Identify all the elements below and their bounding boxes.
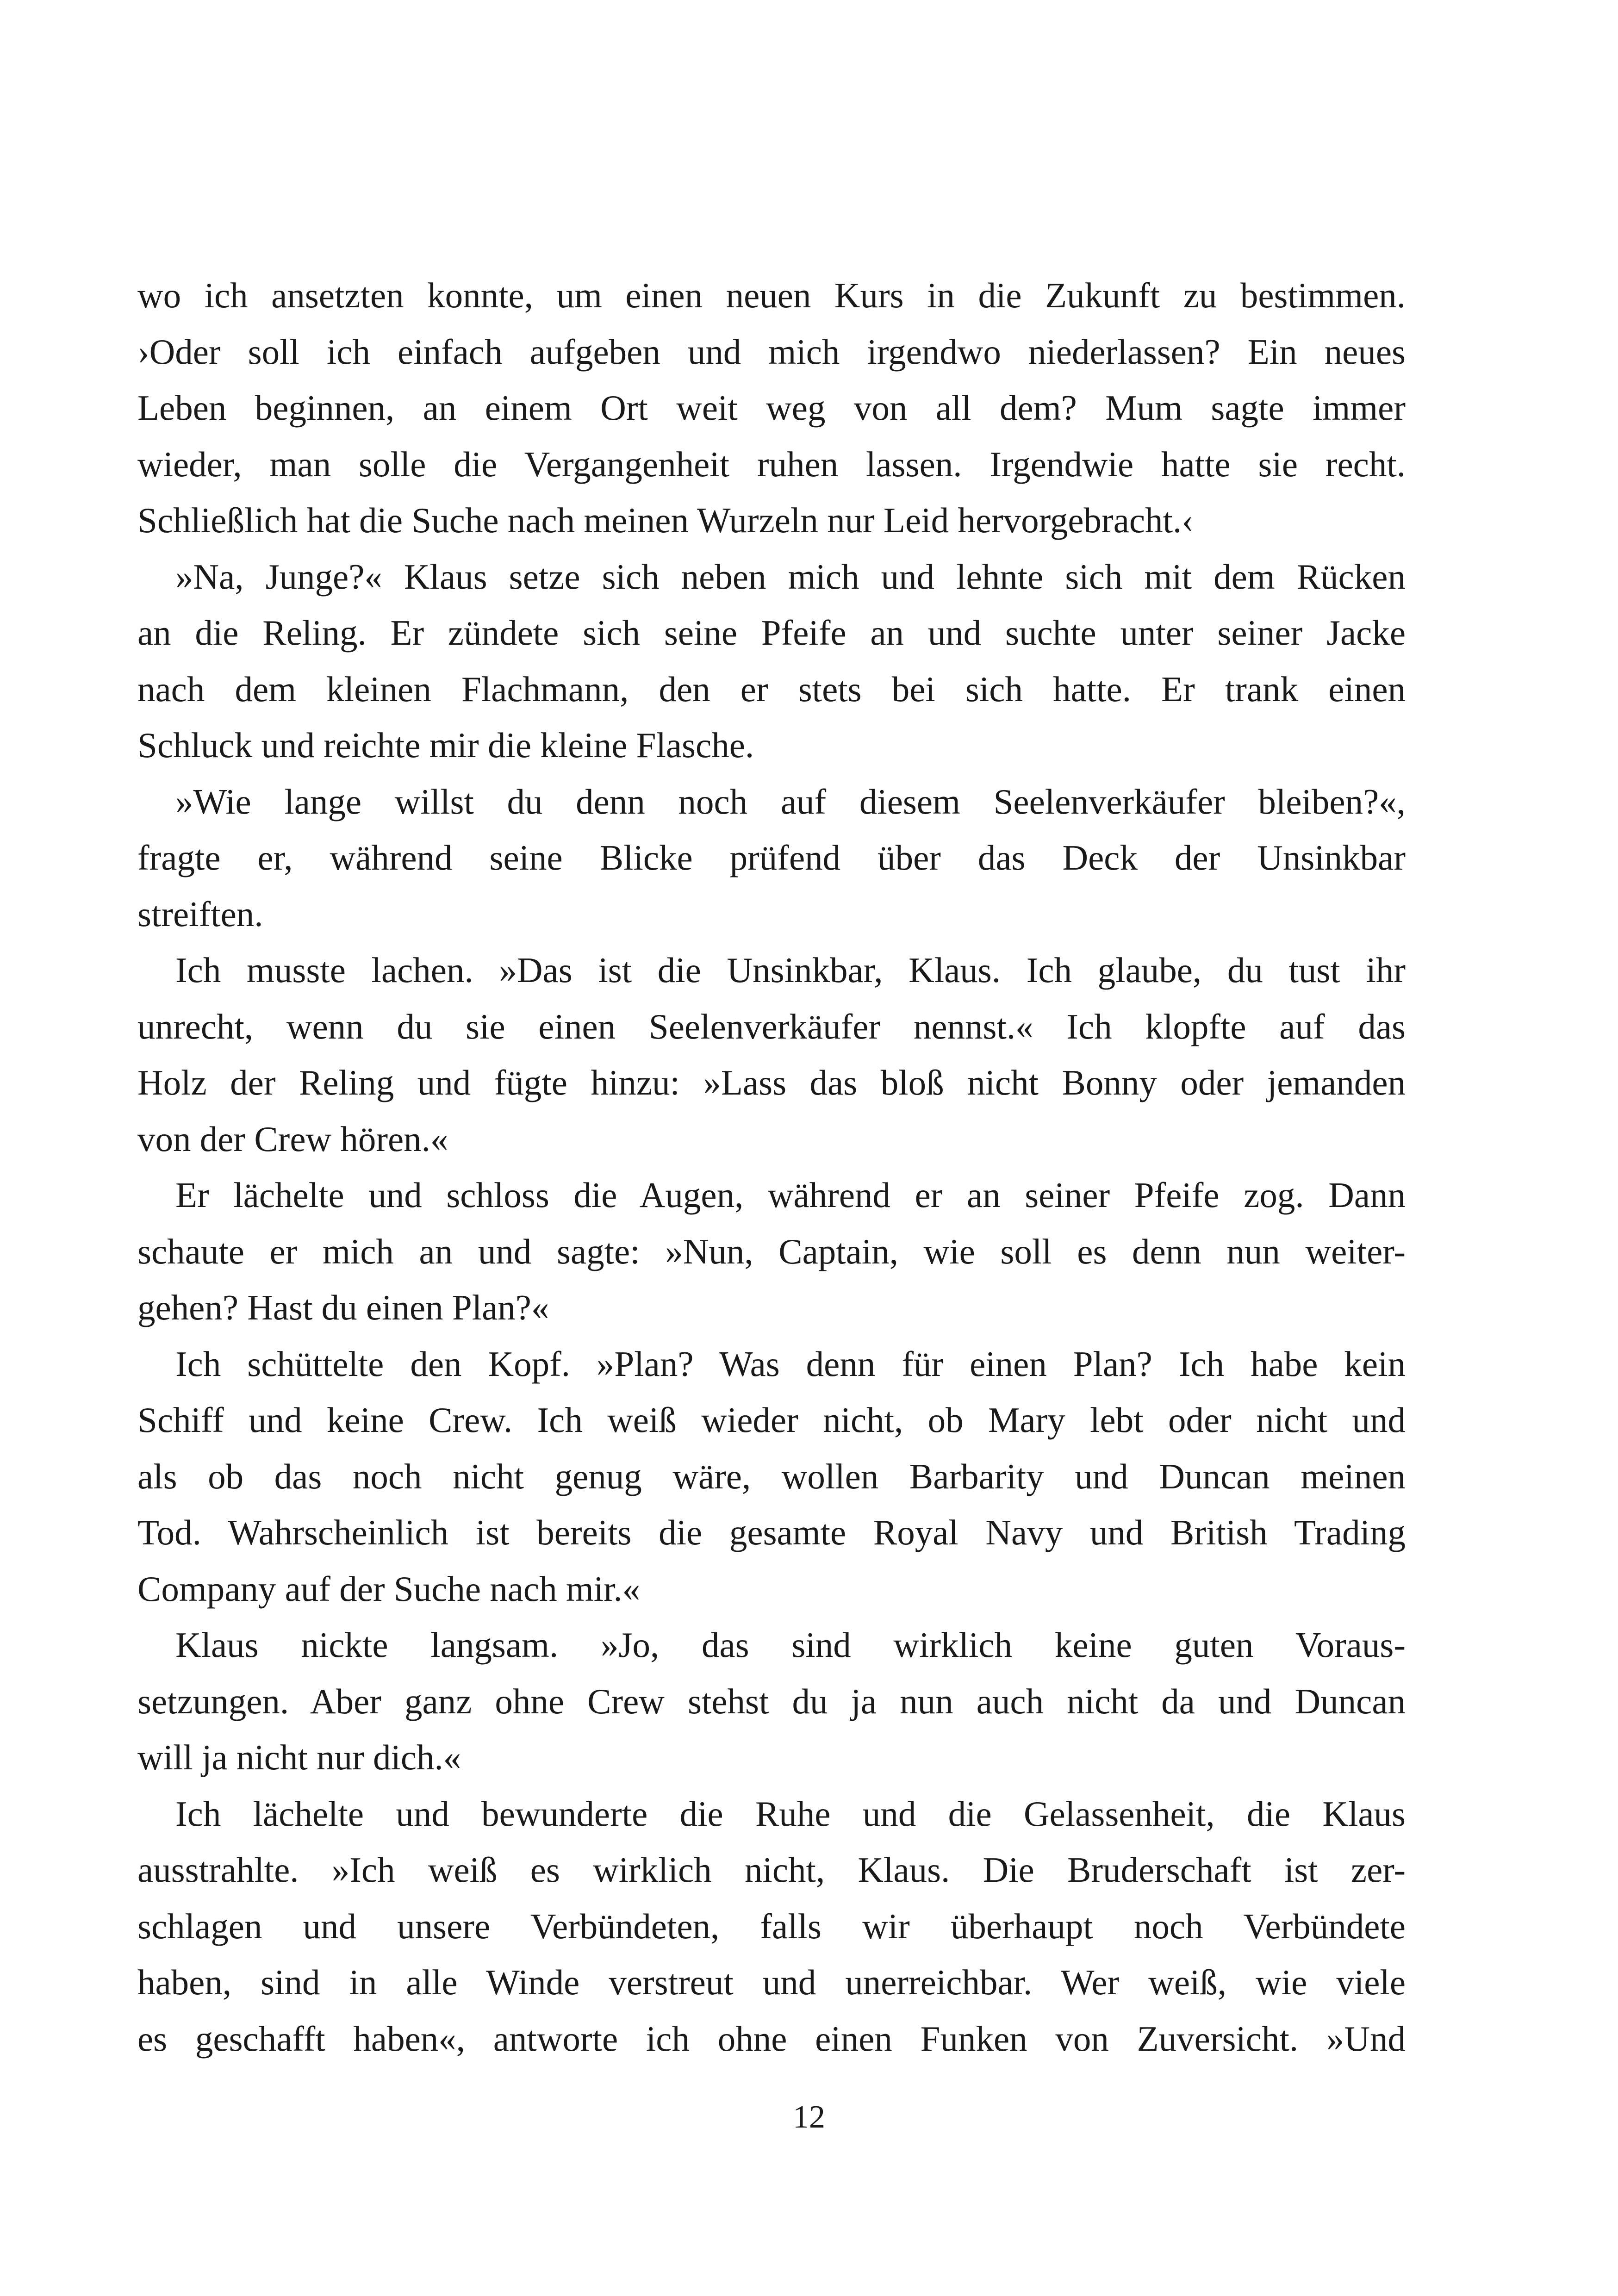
text-line: unrecht, wenn du sie einen Seelenverkäufer nennst.« Ich klopfte auf das (137, 1006, 1406, 1046)
text-line: ausstrahlte. »Ich weiß es wirklich nicht, Klaus. Die Bruderschaft ist zer- (137, 1850, 1406, 1890)
text-line: Er lächelte und schloss die Augen, während er an seiner Pfeife zog. Dann (175, 1175, 1406, 1215)
text-line: streiften. (137, 894, 263, 934)
text-line: Ich schüttelte den Kopf. »Plan? Was denn für einen Plan? Ich habe kein (175, 1344, 1406, 1384)
page-number: 12 (793, 2099, 825, 2135)
text-line: »Na, Junge?« Klaus setze sich neben mich und lehnte sich mit dem Rücken (175, 556, 1406, 597)
text-line: Schiff und keine Crew. Ich weiß wieder nicht, ob Mary lebt oder nicht und (137, 1400, 1406, 1440)
text-line: von der Crew hören.« (137, 1119, 448, 1159)
text-line: Tod. Wahrscheinlich ist bereits die gesamte Royal Navy und British Trading (137, 1512, 1406, 1552)
text-line: Holz der Reling und fügte hinzu: »Lass das bloß nicht Bonny oder jemanden (137, 1063, 1406, 1102)
text-line: wieder, man solle die Vergangenheit ruhen lassen. Irgendwie hatte sie recht. (137, 444, 1406, 484)
text-line: schlagen und unsere Verbündeten, falls wir überhaupt noch Verbündete (137, 1906, 1406, 1946)
text-line: gehen? Hast du einen Plan?« (137, 1288, 549, 1327)
body-text (137, 268, 1406, 2067)
text-line: nach dem kleinen Flachmann, den er stets bei sich hatte. Er trank einen (137, 669, 1406, 709)
text-line: es geschafft haben«, antworte ich ohne einen Funken von Zuversicht. »Und (137, 2018, 1406, 2059)
text-line: wo ich ansetzten konnte, um einen neuen Kurs in die Zukunft zu bestimmen. (137, 275, 1406, 315)
text-line: Company auf der Suche nach mir.« (137, 1568, 641, 1609)
text-line: Schließlich hat die Suche nach meinen Wurzeln nur Leid hervorgebracht.‹ (137, 500, 1194, 540)
text-line: »Wie lange willst du denn noch auf diesem Seelenverkäufer bleiben?«, (175, 781, 1406, 821)
text-line: haben, sind in alle Winde verstreut und unerreichbar. Wer weiß, wie viele (137, 1962, 1406, 2002)
text-line: setzungen. Aber ganz ohne Crew stehst du ja nun auch nicht da und Duncan (137, 1681, 1406, 1721)
text-line: fragte er, während seine Blicke prüfend über das Deck der Unsinkbar (137, 838, 1406, 877)
text-line: an die Reling. Er zündete sich seine Pfeife an und suchte unter seiner Jacke (137, 613, 1406, 653)
text-line: Klaus nickte langsam. »Jo, das sind wirklich keine guten Voraus- (175, 1625, 1406, 1665)
text-line: Ich musste lachen. »Das ist die Unsinkbar, Klaus. Ich glaube, du tust ihr (175, 950, 1406, 990)
text-line: ›Oder soll ich einfach aufgeben und mich irgendwo niederlassen? Ein neues (137, 331, 1406, 372)
text-line: Leben beginnen, an einem Ort weit weg von all dem? Mum sagte immer (137, 388, 1406, 428)
text-line: will ja nicht nur dich.« (137, 1737, 461, 1777)
text-line: Ich lächelte und bewunderte die Ruhe und die Gelassenheit, die Klaus (175, 1793, 1406, 1834)
text-line: als ob das noch nicht genug wäre, wollen Barbarity und Duncan meinen (137, 1456, 1406, 1496)
text-line: schaute er mich an und sagte: »Nun, Captain, wie soll es denn nun weiter- (137, 1231, 1406, 1271)
text-line: Schluck und reichte mir die kleine Flasche. (137, 725, 754, 765)
